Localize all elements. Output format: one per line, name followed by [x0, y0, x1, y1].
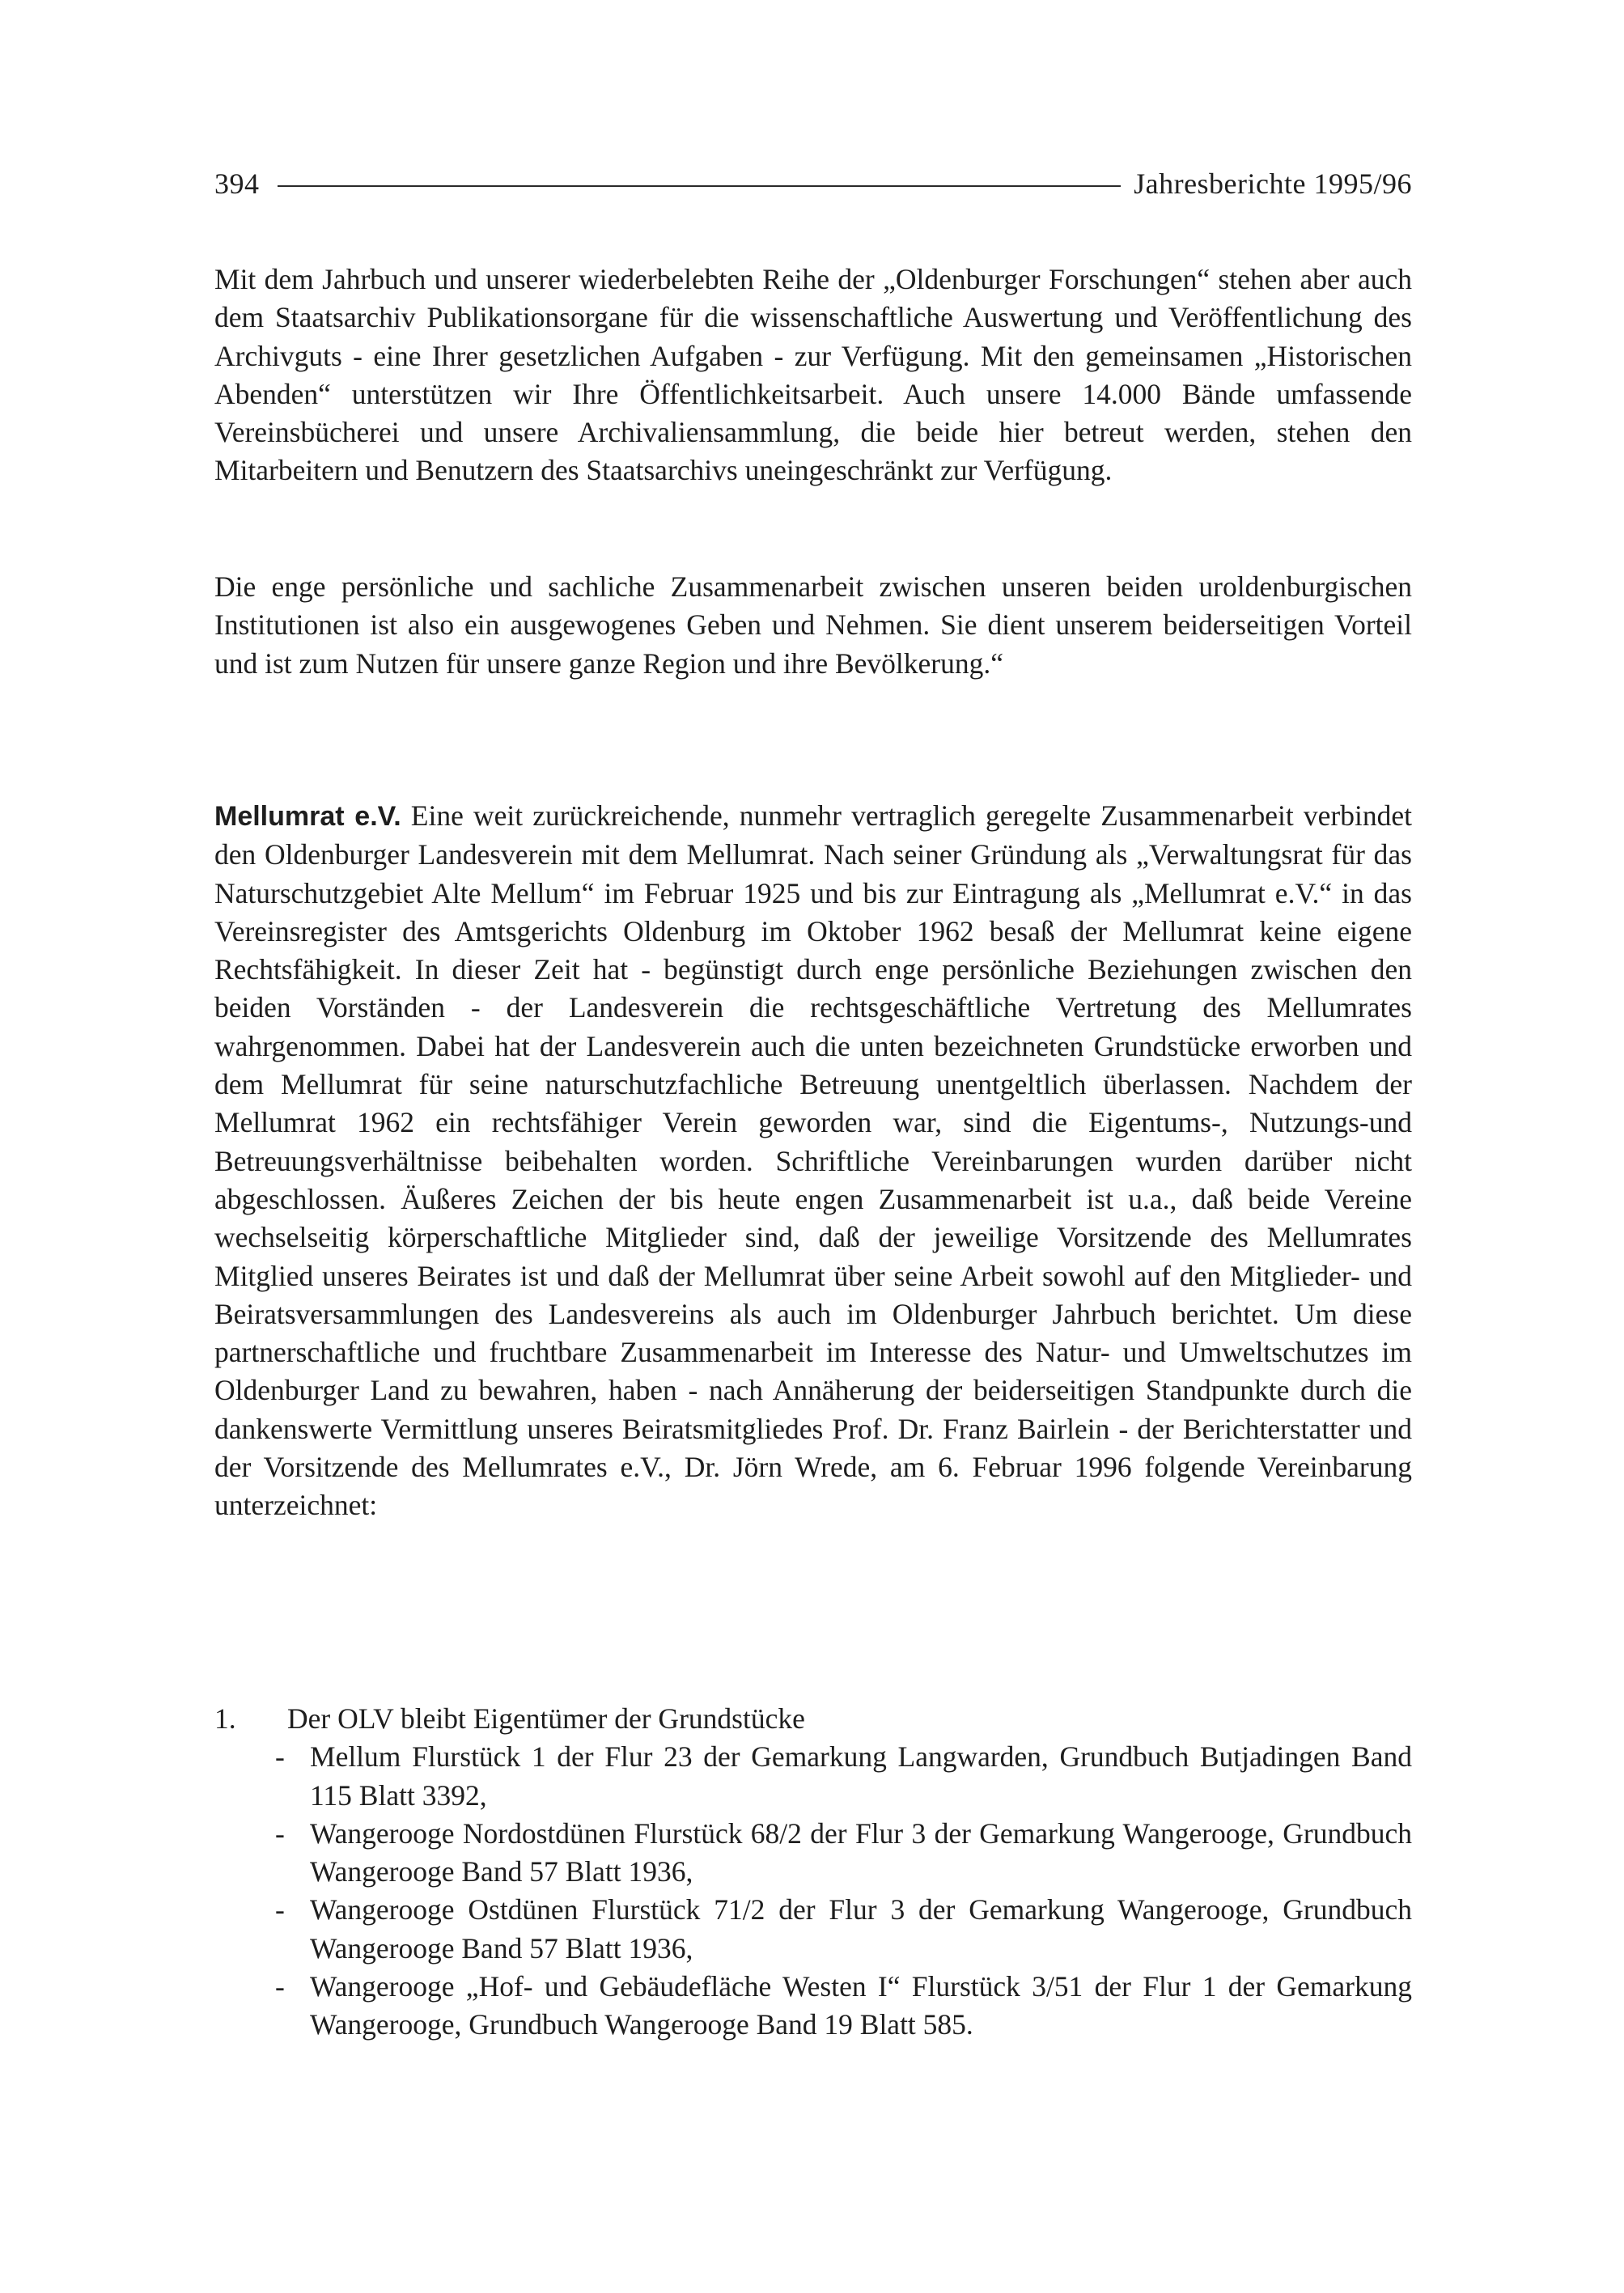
parcel-text: Wangerooge Ostdünen Flurstück 71/2 der Flur 3 der Gemarkung Wangerooge, Grundbuch Wangerooge Band 57 Blatt 1936, [310, 1893, 1412, 1965]
parcel-item [214, 1738, 1412, 1815]
list-dash: - [275, 1740, 285, 1774]
list-dash: - [275, 1816, 285, 1850]
parcel-list [214, 1738, 1412, 2044]
parcel-text: Wangerooge „Hof- und Gebäudefläche Westen I“ Flurstück 3/51 der Flur 1 der Gemarkung Wangerooge, Grundbuch Wangerooge Band 19 Blatt 585. [310, 1970, 1412, 2041]
parcel-text: Wangerooge Nordostdünen Flurstück 68/2 der Flur 3 der Gemarkung Wangerooge, Grundbuch Wangerooge Band 57 Blatt 1936, [310, 1816, 1412, 1888]
page-number: 394 [214, 167, 260, 200]
parcel-text: Mellum Flurstück 1 der Flur 23 der Gemarkung Langwarden, Grundbuch Butjadingen Band 115 Blatt 3392, [310, 1740, 1412, 1812]
running-title: Jahresberichte 1995/96 [1134, 167, 1412, 200]
list-item-number: 1. [214, 1702, 236, 1735]
list-dash: - [275, 1893, 285, 1926]
parcel-item [214, 1968, 1412, 2045]
paragraph-publications: Mit dem Jahrbuch und unserer wiederbelebten Reihe der „Oldenburger Forschungen“ stehen aber auch dem Staatsarchiv Publikationsorgane für die wissenschaftliche Auswertung und Veröffentlichung des Archivguts - eine Ihrer gesetzlichen Aufgaben - zur Verfügung. Mit den gemeinsamen „Historischen Abenden“ unterstützen wir Ihre Öffentlichkeitsarbeit. Auch unsere 14.000 Bände umfassende Vereinsbücherei und unsere Archivaliensammlung, die beide hier betreut werden, stehen den Mitarbeitern und Benutzern des Staatsarchivs uneingeschränkt zur Verfügung. [214, 263, 1412, 487]
parcel-item [214, 1891, 1412, 1968]
list-dash: - [275, 1970, 285, 2003]
paragraph-mellumrat [214, 797, 1412, 1525]
list-item-text: Der OLV bleibt Eigentümer der Grundstücke [287, 1702, 805, 1735]
paragraph-mellumrat-text: Eine weit zurückreichende, nunmehr vertraglich geregelte Zusammenarbeit verbindet den Oldenburger Landesverein mit dem Mellumrat. Nach seiner Gründung als „Verwaltungsrat für das Naturschutzgebiet Alte Mellum“ im Februar 1925 und bis zur Eintragung als „Mellumrat e.V.“ in das Vereinsregister des Amtsgerichts Oldenburg im Oktober 1962 besaß der Mellumrat keine eigene Rechtsfähigkeit. In dieser Zeit hat - begünstigt durch enge persönliche Beziehungen zwischen den beiden Vorständen - der Landesverein die rechtsgeschäftliche Vertretung des Mellumrates wahrgenommen. Dabei hat der Landesverein auch die unten bezeichneten Grundstücke erworben und dem Mellumrat für seine naturschutzfachliche Betreuung unentgeltlich überlassen. Nachdem der Mellumrat 1962 ein rechtsfähiger Verein geworden war, sind die Eigentums-, Nutzungs-und Betreuungsverhältnisse beibehalten worden. Schriftliche Vereinbarungen wurden darüber nicht abgeschlossen. Äußeres Zeichen der bis heute engen Zusammenarbeit ist u.a., daß beide Vereine wechselseitig körperschaftliche Mitglieder sind, daß der jeweilige Vorsitzende des Mellumrates Mitglied unseres Beirates ist und daß der Mellumrat über seine Arbeit sowohl auf den Mitglieder- und Beiratsversammlungen des Landesvereins als auch im Oldenburger Jahrbuch berichtet. Um diese partnerschaftliche und fruchtbare Zusammenarbeit im Interesse des Natur- und Umweltschutzes im Oldenburger Land zu bewahren, haben - nach Annäherung der beiderseitigen Standpunkte durch die dankenswerte Vermittlung unseres Beiratsmitgliedes Prof. Dr. Franz Bairlein - der Berichterstatter und der Vorsitzende des Mellumrates e.V., Dr. Jörn Wrede, am 6. Februar 1996 folgende Vereinbarung unterzeichnet: [214, 799, 1412, 1522]
header-rule [278, 185, 1122, 187]
agreement-list [214, 1700, 1412, 2045]
list-item [214, 1700, 1412, 1738]
paragraph-cooperation: Die enge persönliche und sachliche Zusammenarbeit zwischen unseren beiden uroldenburgischen Institutionen ist also ein ausgewogenes Geben und Nehmen. Sie dient unserem beiderseitigen Vorteil und ist zum Nutzen für unsere ganze Region und ihre Bevölkerung.“ [214, 570, 1412, 680]
section-heading-mellumrat: Mellumrat e.V. [214, 801, 401, 832]
parcel-item [214, 1815, 1412, 1892]
running-header [214, 162, 1412, 206]
